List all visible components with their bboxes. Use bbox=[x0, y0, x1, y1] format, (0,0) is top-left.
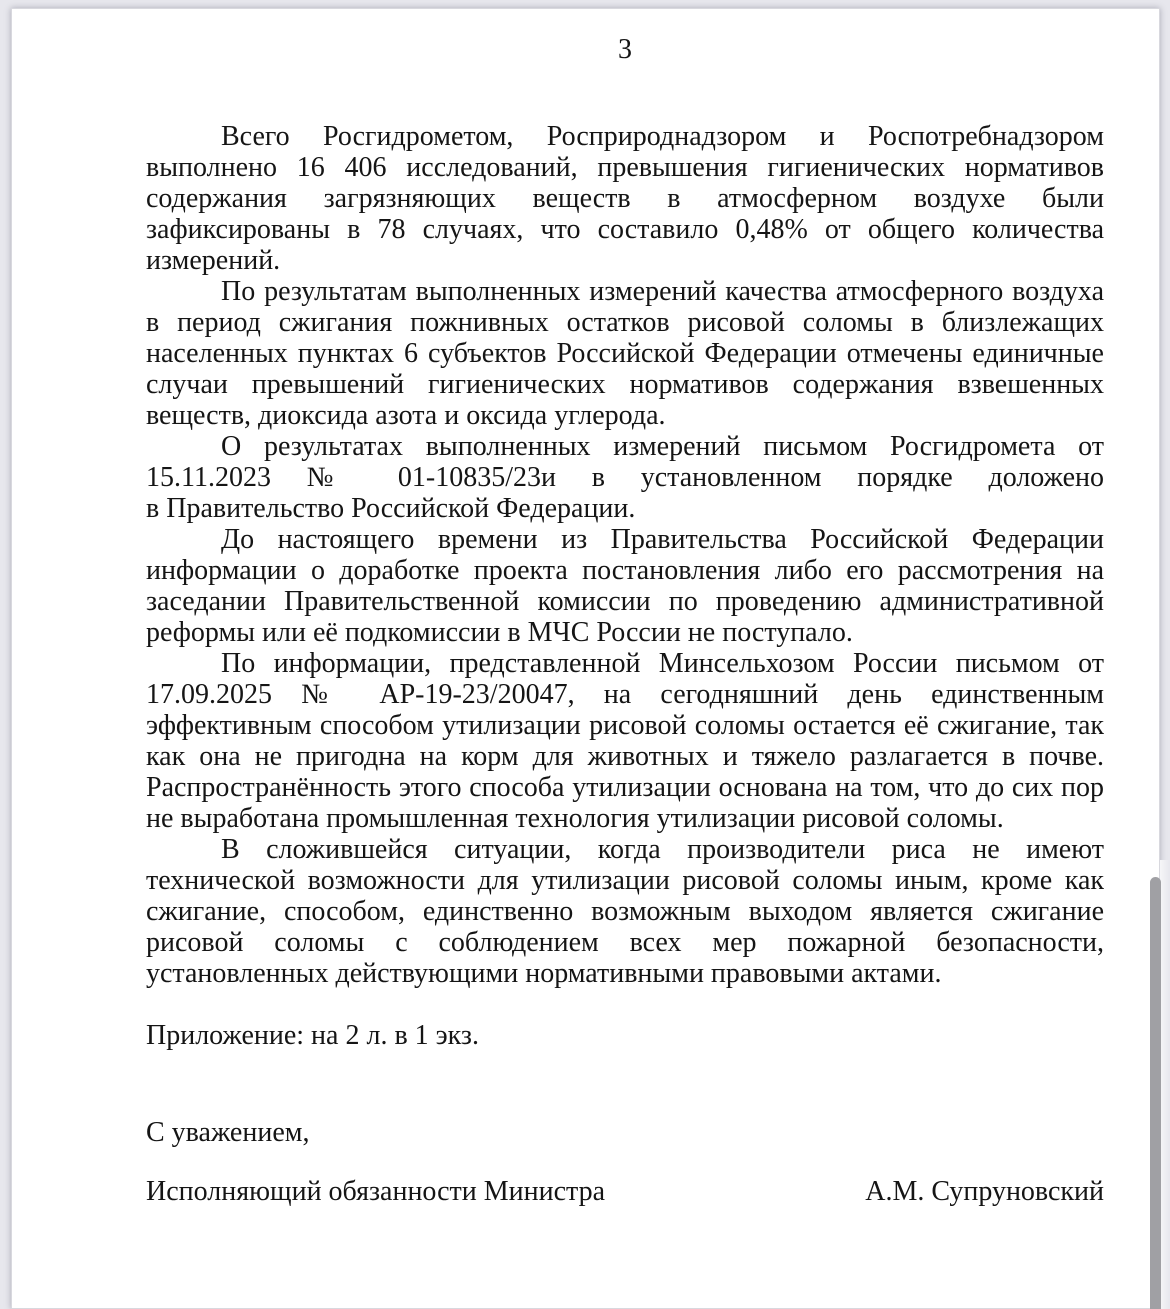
page-number: 3 bbox=[618, 34, 632, 65]
closing-line: С уважением, bbox=[146, 1117, 310, 1148]
paragraph-measurement-results: По результатам выполненных измерений качества атмосферного воздуха в период сжигания пожнивных остатков рисовой соломы в близлежащих населенных пунктах 6 субъектов Российской Федерации отмечены единичные случаи превышений гигиенических нормативов содержания взвешенных веществ, диоксида азота и оксида углерода. bbox=[146, 276, 1104, 431]
signature-name: А.М. Супруновский bbox=[865, 1176, 1104, 1207]
paragraph-minselkhoz-information: По информации, представленной Минсельхозом России письмом от 17.09.2025 № АР-19-23/20047, на сегодняшний день единственным эффективным способом утилизации рисовой соломы остается её сжигание, так как она не пригодна на корм для животных и тяжело разлагается в почве. Распространённость этого способа утилизации основана на том, что до сих пор не выработана промышленная технология утилизации рисовой соломы. bbox=[146, 648, 1104, 834]
paragraph-conclusion: В сложившейся ситуации, когда производители риса не имеют технической возможности для утилизации рисовой соломы иным, кроме как сжигание, способом, единственно возможным выходом является сжигание рисовой соломы с соблюдением всех мер пожарной безопасности, установленных действующими нормативными правовыми актами. bbox=[146, 834, 1104, 989]
document-page bbox=[11, 8, 1160, 1309]
paragraph-rosgidromet-letter: О результатах выполненных измерений письмом Росгидромета от 15.11.2023 № 01-10835/23и в установленном порядке доложено в Правительство Российской Федерации. bbox=[146, 431, 1104, 524]
vertical-scrollbar-thumb[interactable] bbox=[1150, 877, 1161, 1309]
paragraph-government-response: До настоящего времени из Правительства Российской Федерации информации о доработке проекта постановления либо его рассмотрения на заседании Правительственной комиссии по проведению административной реформы или её подкомиссии в МЧС России не поступало. bbox=[146, 524, 1104, 648]
scrollbar-track[interactable] bbox=[1160, 860, 1170, 1309]
signature-row bbox=[146, 1176, 1104, 1207]
paragraph-research-totals: Всего Росгидрометом, Росприроднадзором и Роспотребнадзором выполнено 16 406 исследований, превышения гигиенических нормативов содержания загрязняющих веществ в атмосферном воздухе были зафиксированы в 78 случаях, что составило 0,48% от общего количества измерений. bbox=[146, 121, 1104, 276]
attachment-line: Приложение: на 2 л. в 1 экз. bbox=[146, 1020, 479, 1051]
signature-position-title: Исполняющий обязанности Министра bbox=[146, 1176, 606, 1207]
